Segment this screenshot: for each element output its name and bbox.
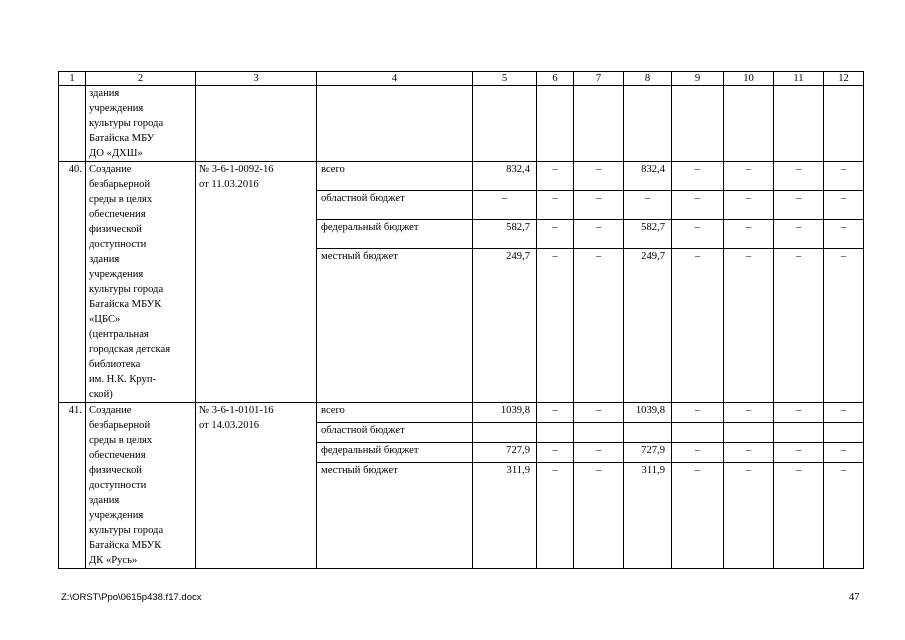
amount-cell: – <box>537 463 574 569</box>
amount-cell: – <box>672 220 724 249</box>
document-number: № 3-6-1-0092-16 <box>199 164 274 175</box>
amount-cell: – <box>824 443 864 463</box>
item-number: 41. <box>59 403 86 569</box>
amount-cell: 727,9 <box>473 443 537 463</box>
amount-cell: – <box>672 249 724 403</box>
amount-cell: – <box>724 249 774 403</box>
amount-cell: – <box>774 463 824 569</box>
amount-cell: 1039,8 <box>624 403 672 423</box>
amount-cell: 249,7 <box>624 249 672 403</box>
amount-cell: – <box>724 403 774 423</box>
amount-cell: – <box>824 463 864 569</box>
header-cell: 1 <box>59 72 86 86</box>
amount-cell: – <box>724 463 774 569</box>
amount-cell: – <box>574 220 624 249</box>
document-date: от 11.03.2016 <box>199 179 259 190</box>
amount-cell: – <box>574 249 624 403</box>
funding-source: всего <box>317 162 473 191</box>
amount-cell: – <box>824 403 864 423</box>
item-name: Создание безбарьерной среды в целях обеспечения физической доступности здания учреждения культуры города Батайска МБУК ДК «Русь» <box>86 403 196 569</box>
amount-cell: – <box>473 191 537 220</box>
amount-cell: – <box>574 162 624 191</box>
amount-cell: – <box>724 191 774 220</box>
header-cell: 7 <box>574 72 624 86</box>
funding-source: всего <box>317 403 473 423</box>
document-cell <box>196 162 317 403</box>
amount-cell: – <box>774 443 824 463</box>
header-cell: 11 <box>774 72 824 86</box>
amount-cell <box>824 423 864 443</box>
column-number-row <box>59 72 864 86</box>
amount-cell: – <box>774 220 824 249</box>
amount-cell: – <box>537 220 574 249</box>
amount-cell <box>672 423 724 443</box>
amount-cell: – <box>537 162 574 191</box>
header-cell: 3 <box>196 72 317 86</box>
amount-cell: 832,4 <box>473 162 537 191</box>
continuation-name: здания учреждения культуры города Батайска МБУ ДО «ДХШ» <box>86 86 196 162</box>
amount-cell: 1039,8 <box>473 403 537 423</box>
header-cell: 5 <box>473 72 537 86</box>
amount-cell <box>574 423 624 443</box>
amount-cell: – <box>672 191 724 220</box>
amount-cell <box>473 423 537 443</box>
amount-cell: – <box>537 191 574 220</box>
document-cell <box>196 403 317 569</box>
amount-cell: – <box>672 463 724 569</box>
header-cell: 2 <box>86 72 196 86</box>
amount-cell: – <box>672 162 724 191</box>
amount-cell: – <box>824 249 864 403</box>
amount-cell <box>774 423 824 443</box>
header-cell: 12 <box>824 72 864 86</box>
amount-cell: 582,7 <box>624 220 672 249</box>
amount-cell: 311,9 <box>473 463 537 569</box>
table-row <box>59 403 864 423</box>
amount-cell: 832,4 <box>624 162 672 191</box>
amount-cell: 582,7 <box>473 220 537 249</box>
funding-source: федеральный бюджет <box>317 220 473 249</box>
footer-file-path: Z:\ORST\Ppo\0615p438.f17.docx <box>61 592 202 603</box>
header-cell: 4 <box>317 72 473 86</box>
table-row <box>59 162 864 191</box>
amount-cell: – <box>574 443 624 463</box>
amount-cell: – <box>574 463 624 569</box>
header-cell: 9 <box>672 72 724 86</box>
amount-cell: – <box>574 191 624 220</box>
amount-cell: – <box>537 443 574 463</box>
amount-cell: – <box>774 162 824 191</box>
funding-source: местный бюджет <box>317 249 473 403</box>
amount-cell: 311,9 <box>624 463 672 569</box>
item-name: Создание безбарьерной среды в целях обеспечения физической доступности здания учреждения культуры города Батайска МБУК «ЦБС» (центральная городская детская библиотека им. Н.К. Круп- ской) <box>86 162 196 403</box>
continuation-row <box>59 86 864 162</box>
amount-cell: – <box>724 220 774 249</box>
document-number: № 3-6-1-0101-16 <box>199 405 274 416</box>
header-cell: 8 <box>624 72 672 86</box>
amount-cell: – <box>537 249 574 403</box>
amount-cell: – <box>774 249 824 403</box>
amount-cell: – <box>672 443 724 463</box>
page-number: 47 <box>849 592 860 603</box>
header-cell: 6 <box>537 72 574 86</box>
amount-cell: – <box>574 403 624 423</box>
amount-cell: 249,7 <box>473 249 537 403</box>
amount-cell: – <box>724 443 774 463</box>
amount-cell: – <box>824 220 864 249</box>
header-cell: 10 <box>724 72 774 86</box>
program-table <box>58 71 864 569</box>
item-number: 40. <box>59 162 86 403</box>
amount-cell: – <box>672 403 724 423</box>
funding-source: областной бюджет <box>317 191 473 220</box>
funding-source: областной бюджет <box>317 423 473 443</box>
amount-cell: – <box>537 403 574 423</box>
funding-source: федеральный бюджет <box>317 443 473 463</box>
amount-cell: – <box>824 191 864 220</box>
document-date: от 14.03.2016 <box>199 420 260 431</box>
amount-cell: – <box>624 191 672 220</box>
amount-cell: – <box>824 162 864 191</box>
amount-cell: 727,9 <box>624 443 672 463</box>
funding-source: местный бюджет <box>317 463 473 569</box>
amount-cell: – <box>724 162 774 191</box>
amount-cell <box>724 423 774 443</box>
amount-cell <box>624 423 672 443</box>
amount-cell: – <box>774 403 824 423</box>
amount-cell <box>537 423 574 443</box>
amount-cell: – <box>774 191 824 220</box>
